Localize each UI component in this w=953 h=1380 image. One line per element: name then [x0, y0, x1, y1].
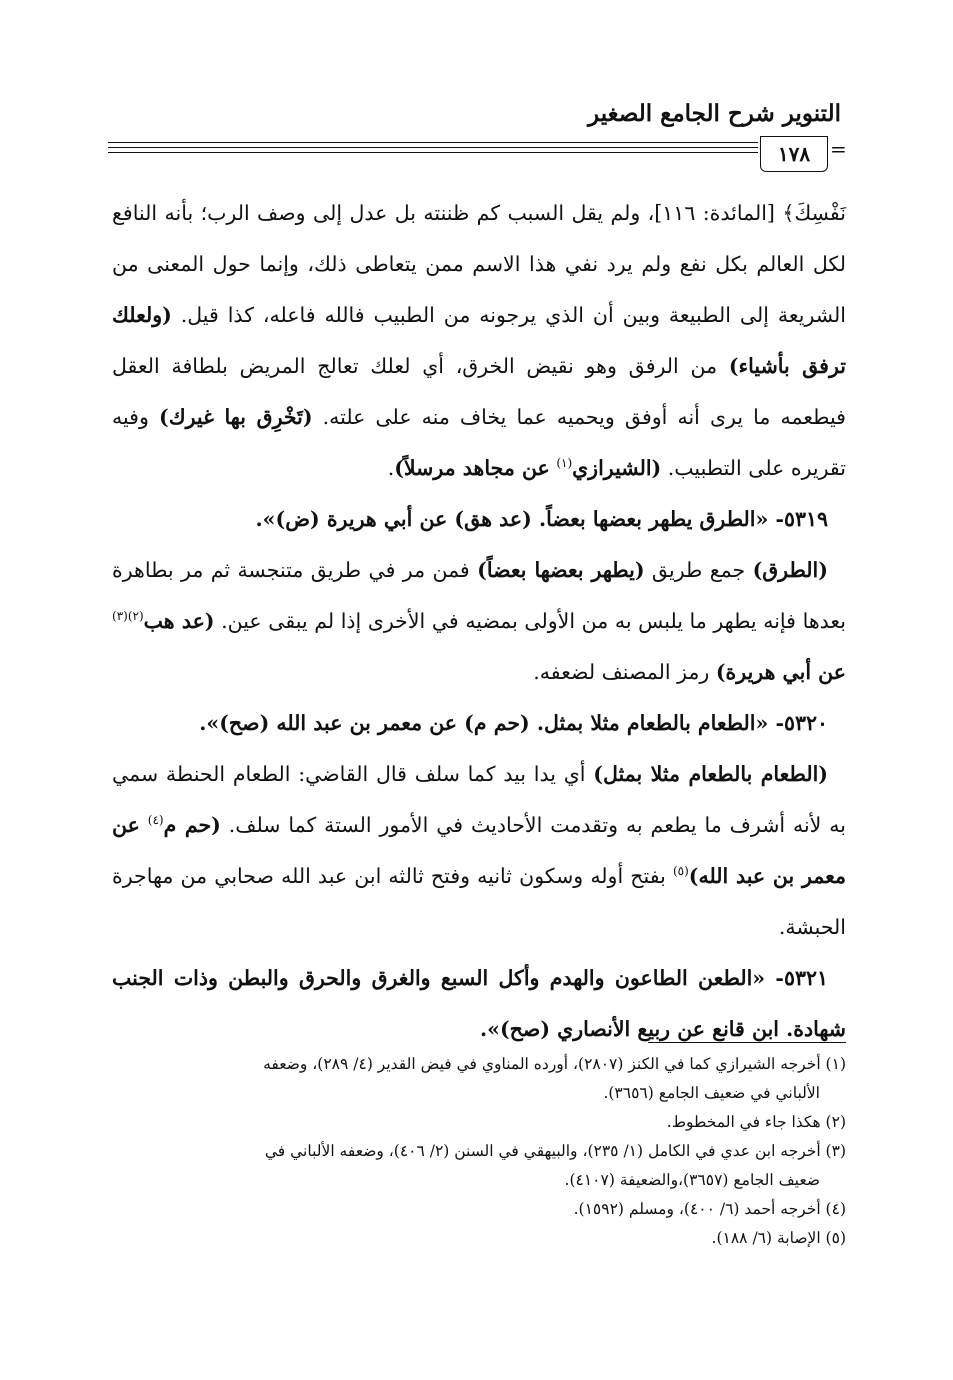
hadith-5321: ٥٣٢١- «الطعن الطاعون والهدم وأكل السبع والغرق والحرق والبطن وذات الجنب شهادة. ابن قانع عن ربيع الأنصاري (صح)». [112, 966, 846, 1041]
footnote-3-continued: ضعيف الجامع (٣٦٥٧)،والضعيفة (٤١٠٧). [564, 1171, 820, 1189]
footnote-ref[interactable]: (٢)(٣) [112, 609, 144, 624]
hadith-5320: ٥٣٢٠- «الطعام بالطعام مثلا بمثل. (حم م) عن معمر بن عبد الله (صح)». [199, 711, 828, 735]
commentary-5319: (الطرق) جمع طريق (يطهر بعضها بعضاً) فمن مر في طريق متنجسة ثم مر بطاهرة بعدها فإنه يطهر ما يلبس به من الأولى بمضيه في الأخرى إذا لم يبقى عين. (عد هب$^{(٢)(٣)}$ عن أبي هريرة) رمز المصنف لضعفه. [112, 558, 846, 684]
running-title: التنوير شرح الجامع الصغير [588, 100, 841, 127]
footnote-5: (٥) الإصابة (٦/ ١٨٨). [711, 1229, 846, 1247]
header-rule-middle [108, 147, 758, 148]
footnote-ref[interactable]: (٤) [147, 813, 164, 828]
header-rule-bottom [108, 152, 758, 153]
page-number-box [760, 136, 828, 172]
footnotes [112, 1050, 846, 1253]
footnote-ref[interactable]: (٥) [672, 864, 689, 879]
hadith-5319: ٥٣١٩- «الطرق يطهر بعضها بعضاً. (عد هق) عن أبي هريرة (ض)». [255, 507, 828, 531]
main-text [112, 188, 846, 1055]
commentary-5320: (الطعام بالطعام مثلا بمثل) أي يدا بيد كما سلف قال القاضي: الطعام الحنطة سمي به لأنه أشرف ما يطعم به وتقدمت الأحاديث في الأمور الستة كما سلف. (حم م$^{(٤)}$ عن معمر بن عبد الله)$^{(٥)}$ بفتح أوله وسكون ثانيه وفتح ثالثه ابن عبد الله صحابي من مهاجرة الحبشة. [112, 762, 846, 939]
footnote-3: (٣) أخرجه ابن عدي في الكامل (١/ ٢٣٥)، والبيهقي في السنن (٢/ ٤٠٦)، وضعفه الألباني في [264, 1142, 846, 1160]
footnote-4: (٤) أخرجه أحمد (٦/ ٤٠٠)، ومسلم (١٥٩٢). [573, 1200, 846, 1218]
footnote-separator [648, 1042, 846, 1043]
page-number: ١٧٨ [777, 142, 811, 166]
footnote-2: (٢) هكذا جاء في المخطوط. [666, 1113, 846, 1131]
paragraph-commentary: نَفْسِكَ﴾ [المائدة: ١١٦]، ولم يقل السبب كم ظننته بل عدل إلى وصف الرب؛ بأنه النافع لكل العالم بكل نفع ولم يرد نفي هذا الاسم ممن يتعاطى ذلك، وإنما حول المعنى من الشريعة إلى الطبيعة وبين أن الذي يرجونه من الطبيب فالله فاعله، كذا قيل. (ولعلك ترفق بأشياء) من الرفق وهو نقيض الخرق، أي لعلك تعالج المريض بلطافة العقل فيطعمه ما يرى أنه أوفق ويحميه عما يخاف منه على علته. (تَخْرِق بها غيرك) وفيه تقريره على التطبيب. (الشيرازي$^{(١)}$ عن مجاهد مرسلاً). [112, 201, 846, 480]
footnote-1: (١) أخرجه الشيرازي كما في الكنز (٢٨٠٧)، أورده المناوي في فيض القدير (٤/ ٢٨٩)، وضعفه [263, 1055, 846, 1073]
footnote-ref[interactable]: (١) [556, 456, 573, 471]
header-rule-top [108, 142, 758, 143]
page-number-ornament: = [830, 137, 847, 161]
footnote-1-continued: الألباني في ضعيف الجامع (٣٦٥٦). [603, 1084, 820, 1102]
